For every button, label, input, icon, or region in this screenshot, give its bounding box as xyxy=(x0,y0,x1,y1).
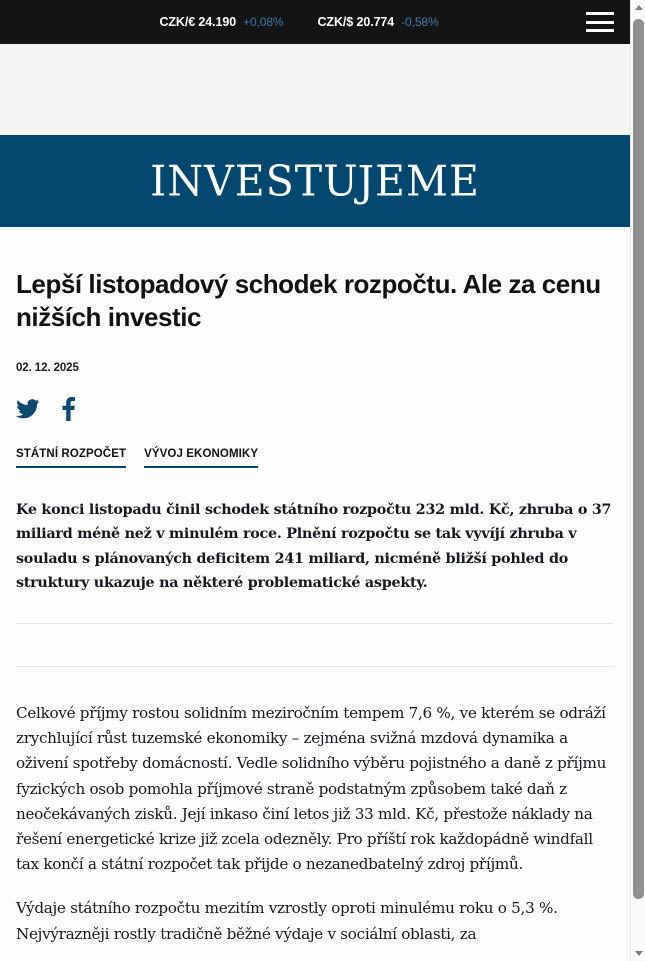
social-share-row xyxy=(16,396,614,422)
hamburger-bar-middle xyxy=(586,21,614,24)
article-container xyxy=(0,227,630,947)
tag-vyvoj-ekonomiky[interactable]: VÝVOJ EKONOMIKY xyxy=(144,448,258,468)
ticker-change-usd: -0,58% xyxy=(401,15,439,29)
ticker-group xyxy=(159,15,438,29)
ticker-pair-usd: CZK/$ 20.774 xyxy=(317,15,395,29)
ticker-item-usd[interactable] xyxy=(318,15,439,29)
body-top-gap xyxy=(16,667,614,701)
site-logo[interactable]: INVESTUJEME xyxy=(150,155,480,206)
article-date: 02. 12. 2025 xyxy=(16,361,79,374)
article-paragraph-1: Celkové příjmy rostou solidním meziročním tempem 7,6 %, ve kterém se odráží zrychlující růst tuzemské ekonomiky – zejména svižná mzdová dynamika a oživení spotřeby domácností. Vedle solidního výběru pojistného a daně z příjmu fyzických osob pomohla příjmové straně podstatným způsobem také daň z neočekávaných zisků. Její inkaso činí letos již 33 mld. Kč, přestože náklady na řešení energetické krize již zcela odezněly. Pro příští rok každopádně windfall tax končí a státní rozpočet tak přijde o nezanedbatelný zdroj příjmů. xyxy=(16,703,607,874)
vertical-scrollbar[interactable] xyxy=(630,0,645,961)
ticker-item-eur[interactable] xyxy=(159,15,283,29)
facebook-icon[interactable] xyxy=(62,397,75,421)
hamburger-bar-bottom xyxy=(586,29,614,32)
ticker-change-eur: +0,08% xyxy=(243,15,284,29)
hamburger-bar-top xyxy=(586,12,614,15)
article-perex: Ke konci listopadu činil schodek státního rozpočtu 232 mld. Kč, zhruba o 37 miliard méně než v minulém roce. Plnění rozpočtu se tak vyvíjí zhruba v souladu s plánovaných deficitem 241 miliard, nicméně bližší pohled do struktury ukazuje na některé problematické aspekty. xyxy=(16,501,612,592)
brand-band[interactable] xyxy=(0,135,630,227)
perex-bottom-gap xyxy=(16,596,614,623)
top-ticker-bar xyxy=(0,0,630,44)
header-spacer-band xyxy=(0,44,630,135)
twitter-icon[interactable] xyxy=(16,399,40,419)
divider-gap xyxy=(16,624,614,666)
tag-statni-rozpocet[interactable]: STÁTNÍ ROZPOČET xyxy=(16,448,126,468)
hamburger-icon[interactable] xyxy=(586,11,614,33)
article-tags xyxy=(16,448,614,468)
article-title: Lepší listopadový schodek rozpočtu. Ale za cenu nižších investic xyxy=(16,269,601,333)
ticker-pair-eur: CZK/€ 24.190 xyxy=(159,15,237,29)
scroll-up-arrow-icon[interactable] xyxy=(631,0,645,15)
scroll-down-arrow-icon[interactable] xyxy=(631,946,645,961)
article-paragraph-2: Výdaje státního rozpočtu mezitím vzrostly oproti minulému roku o 5,3 %. Nejvýrazněji rostly tradičně běžné výdaje v sociální oblasti, za xyxy=(16,899,558,943)
scrollbar-thumb[interactable] xyxy=(633,19,644,899)
